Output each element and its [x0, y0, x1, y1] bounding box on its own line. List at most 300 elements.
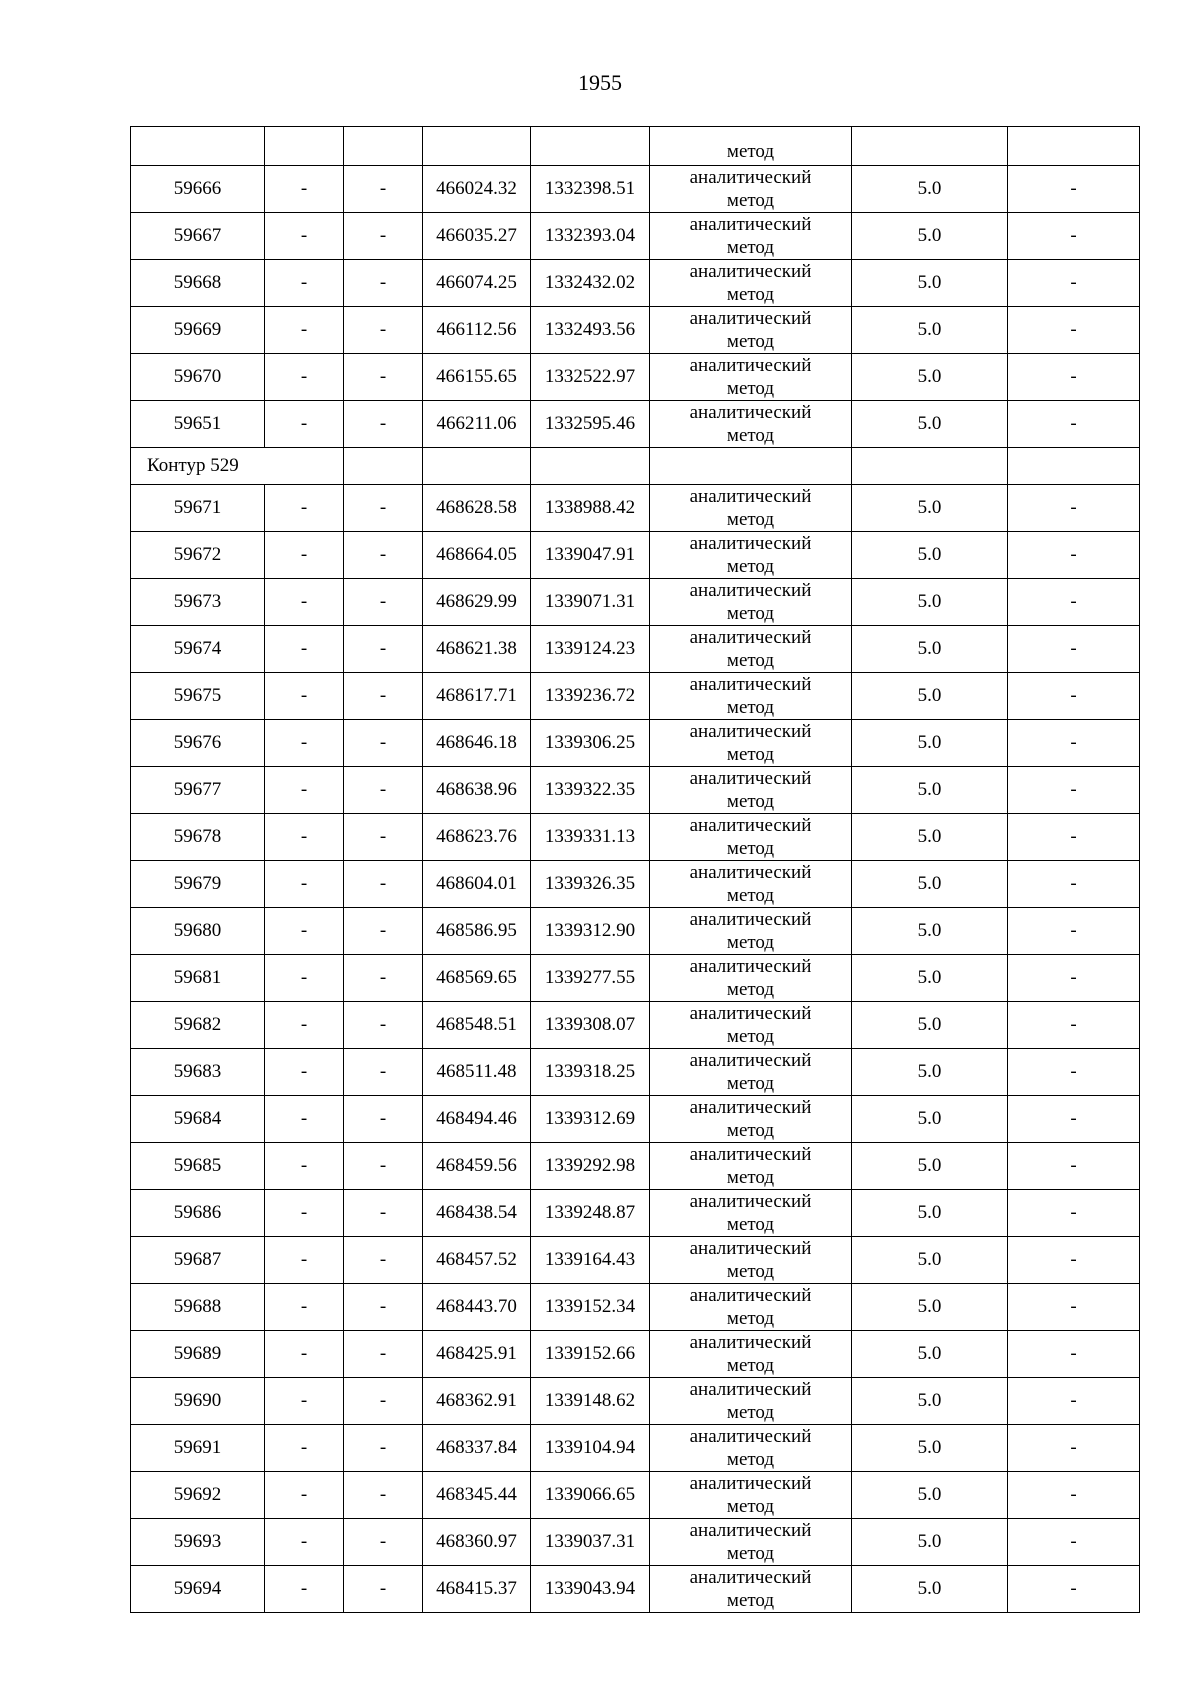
note-cell: -: [1008, 579, 1140, 626]
empty-cell-b: -: [344, 955, 423, 1002]
empty-cell-a: -: [265, 720, 344, 767]
note-cell: -: [1008, 307, 1140, 354]
x-coordinate-cell: 468345.44: [423, 1472, 531, 1519]
x-coordinate-cell: 466074.25: [423, 260, 531, 307]
empty-cell-b: -: [344, 1143, 423, 1190]
y-coordinate-cell: 1339248.87: [531, 1190, 650, 1237]
table-row: [131, 1425, 1140, 1472]
method-cell: [650, 955, 852, 1002]
method-line-1: аналитический: [689, 308, 812, 329]
method-cell: [650, 1331, 852, 1378]
y-coordinate-cell: 1339047.91: [531, 532, 650, 579]
empty-cell-b: -: [344, 814, 423, 861]
method-cell: [650, 1237, 852, 1284]
method-cell: [650, 767, 852, 814]
y-coordinate-cell: 1339318.25: [531, 1049, 650, 1096]
x-coordinate-cell: 468604.01: [423, 861, 531, 908]
y-coordinate-cell: 1339236.72: [531, 673, 650, 720]
point-number-cell: 59687: [131, 1237, 265, 1284]
empty-cell-a: -: [265, 260, 344, 307]
x-coordinate-cell: 468425.91: [423, 1331, 531, 1378]
empty-cell-b: -: [344, 1002, 423, 1049]
method-line-1: аналитический: [689, 486, 812, 507]
method-line-2: метод: [726, 1449, 775, 1470]
x-coordinate-cell: 466112.56: [423, 307, 531, 354]
y-coordinate-cell: 1339306.25: [531, 720, 650, 767]
section-header-row: [131, 448, 1140, 485]
y-coordinate-cell: 1339043.94: [531, 1566, 650, 1613]
table-row: [131, 213, 1140, 260]
empty-cell-b: -: [344, 767, 423, 814]
method-line-1: аналитический: [689, 1238, 812, 1259]
note-cell: -: [1008, 532, 1140, 579]
table-body: [131, 127, 1140, 1613]
y-coordinate-cell: 1332398.51: [531, 166, 650, 213]
y-coordinate-cell: 1339308.07: [531, 1002, 650, 1049]
table-row: [131, 955, 1140, 1002]
accuracy-cell: 5.0: [852, 1284, 1008, 1331]
empty-cell-b: -: [344, 260, 423, 307]
x-coordinate-cell: 468443.70: [423, 1284, 531, 1331]
x-coordinate-cell: 468586.95: [423, 908, 531, 955]
accuracy-cell: 5.0: [852, 307, 1008, 354]
empty-cell-a: -: [265, 626, 344, 673]
table-row: [131, 720, 1140, 767]
point-number-cell: 59667: [131, 213, 265, 260]
method-line-1: аналитический: [689, 862, 812, 883]
x-coordinate-cell: 468511.48: [423, 1049, 531, 1096]
note-cell: -: [1008, 720, 1140, 767]
method-line-1: аналитический: [689, 214, 812, 235]
accuracy-cell: 5.0: [852, 1237, 1008, 1284]
method-line-2: метод: [726, 190, 775, 211]
empty-cell: [344, 448, 423, 485]
empty-cell-a: -: [265, 1566, 344, 1613]
method-cell: [650, 626, 852, 673]
accuracy-cell: 5.0: [852, 673, 1008, 720]
y-coordinate-cell: 1332432.02: [531, 260, 650, 307]
empty-cell-b: -: [344, 1472, 423, 1519]
y-coordinate-cell: 1339164.43: [531, 1237, 650, 1284]
x-coordinate-cell: 468337.84: [423, 1425, 531, 1472]
method-line-1: аналитический: [689, 1003, 812, 1024]
empty-cell-a: -: [265, 673, 344, 720]
x-coordinate-cell: 466035.27: [423, 213, 531, 260]
table-row: [131, 1190, 1140, 1237]
x-coordinate-cell: 468438.54: [423, 1190, 531, 1237]
method-line-1: аналитический: [689, 355, 812, 376]
note-cell: -: [1008, 1331, 1140, 1378]
method-line-2: метод: [726, 509, 775, 530]
method-cell: [650, 1049, 852, 1096]
x-coordinate-cell: 468623.76: [423, 814, 531, 861]
accuracy-cell: 5.0: [852, 354, 1008, 401]
empty-cell-b: -: [344, 1425, 423, 1472]
empty-cell-b: -: [344, 532, 423, 579]
empty-cell-b: -: [344, 720, 423, 767]
y-coordinate-cell: 1339148.62: [531, 1378, 650, 1425]
method-line-2: метод: [726, 1402, 775, 1423]
method-line-1: аналитический: [689, 1050, 812, 1071]
method-line-2: метод: [726, 1355, 775, 1376]
method-line-2: метод: [726, 744, 775, 765]
empty-cell-a: -: [265, 485, 344, 532]
y-coordinate-cell: 1339071.31: [531, 579, 650, 626]
method-line-1: аналитический: [689, 1473, 812, 1494]
table-row: [131, 1096, 1140, 1143]
method-cell: [650, 307, 852, 354]
accuracy-cell: 5.0: [852, 626, 1008, 673]
method-line-2: метод: [726, 1543, 775, 1564]
x-coordinate-cell: 468548.51: [423, 1002, 531, 1049]
empty-cell-a: -: [265, 1331, 344, 1378]
empty-cell-a: -: [265, 1425, 344, 1472]
accuracy-cell: 5.0: [852, 1049, 1008, 1096]
y-coordinate-cell: 1338988.42: [531, 485, 650, 532]
empty-cell-b: -: [344, 1331, 423, 1378]
empty-cell-b: -: [344, 908, 423, 955]
page-number: 1955: [578, 70, 622, 95]
point-number-cell: 59671: [131, 485, 265, 532]
method-cell: [650, 861, 852, 908]
x-coordinate-cell: 468628.58: [423, 485, 531, 532]
method-cell: [650, 166, 852, 213]
note-cell: -: [1008, 213, 1140, 260]
accuracy-cell: 5.0: [852, 767, 1008, 814]
accuracy-cell: 5.0: [852, 1143, 1008, 1190]
method-cell: [650, 1002, 852, 1049]
method-line-1: аналитический: [689, 261, 812, 282]
empty-cell: [423, 448, 531, 485]
method-line-1: аналитический: [689, 533, 812, 554]
empty-cell-a: -: [265, 1143, 344, 1190]
method-line-1: аналитический: [689, 1379, 812, 1400]
method-line-1: аналитический: [689, 721, 812, 742]
empty-cell-a: -: [265, 354, 344, 401]
empty-cell-a: -: [265, 1378, 344, 1425]
method-line-2: метод: [726, 425, 775, 446]
empty-cell-b: -: [344, 1190, 423, 1237]
y-coordinate-cell: 1339312.90: [531, 908, 650, 955]
point-number-cell: 59677: [131, 767, 265, 814]
method-cell: [650, 1519, 852, 1566]
note-cell: -: [1008, 861, 1140, 908]
method-cell: метод: [650, 127, 852, 166]
empty-cell-b: -: [344, 1096, 423, 1143]
empty-cell: [650, 448, 852, 485]
method-line-1: аналитический: [689, 815, 812, 836]
method-cell: [650, 1190, 852, 1237]
y-coordinate-cell: 1339152.66: [531, 1331, 650, 1378]
empty-cell-a: -: [265, 1096, 344, 1143]
empty-cell-b: -: [344, 354, 423, 401]
empty-cell-b: -: [344, 579, 423, 626]
method-line-2: метод: [726, 932, 775, 953]
empty-cell-a: -: [265, 861, 344, 908]
accuracy-cell: 5.0: [852, 213, 1008, 260]
note-cell: -: [1008, 401, 1140, 448]
empty-cell-b: -: [344, 307, 423, 354]
note-cell: -: [1008, 1566, 1140, 1613]
point-number-cell: 59668: [131, 260, 265, 307]
table-row: [131, 1002, 1140, 1049]
method-line-1: аналитический: [689, 627, 812, 648]
table-row: [131, 814, 1140, 861]
accuracy-cell: 5.0: [852, 166, 1008, 213]
note-cell: -: [1008, 1096, 1140, 1143]
table-row: [131, 1378, 1140, 1425]
accuracy-cell: 5.0: [852, 1519, 1008, 1566]
note-cell: -: [1008, 1378, 1140, 1425]
accuracy-cell: 5.0: [852, 1472, 1008, 1519]
method-line-1: аналитический: [689, 167, 812, 188]
point-number-cell: 59669: [131, 307, 265, 354]
point-number-cell: 59680: [131, 908, 265, 955]
point-number-cell: 59683: [131, 1049, 265, 1096]
note-cell: -: [1008, 908, 1140, 955]
x-coordinate-cell: 468494.46: [423, 1096, 531, 1143]
x-coordinate-cell: 468621.38: [423, 626, 531, 673]
empty-cell-a: -: [265, 401, 344, 448]
x-coordinate-cell: 468664.05: [423, 532, 531, 579]
method-cell: [650, 213, 852, 260]
table-row: [131, 401, 1140, 448]
method-line-2: метод: [726, 378, 775, 399]
point-number-cell: 59673: [131, 579, 265, 626]
empty-cell: [852, 448, 1008, 485]
empty-cell-a: -: [265, 767, 344, 814]
method-line-1: аналитический: [689, 1144, 812, 1165]
method-line-1: аналитический: [689, 1332, 812, 1353]
note-cell: -: [1008, 1425, 1140, 1472]
method-line-1: аналитический: [689, 1426, 812, 1447]
note-cell: -: [1008, 1519, 1140, 1566]
empty-cell-a: -: [265, 1237, 344, 1284]
x-coordinate-cell: 468415.37: [423, 1566, 531, 1613]
method-line-1: аналитический: [689, 1191, 812, 1212]
accuracy-cell: 5.0: [852, 485, 1008, 532]
empty-cell-b: -: [344, 166, 423, 213]
method-cell: [650, 354, 852, 401]
note-cell: -: [1008, 1049, 1140, 1096]
point-number-cell: 59685: [131, 1143, 265, 1190]
x-coordinate-cell: 468617.71: [423, 673, 531, 720]
table-row: [131, 1331, 1140, 1378]
empty-cell-b: -: [344, 213, 423, 260]
note-cell: -: [1008, 1190, 1140, 1237]
note-cell: -: [1008, 1143, 1140, 1190]
empty-cell-b: -: [344, 861, 423, 908]
accuracy-cell: 5.0: [852, 861, 1008, 908]
accuracy-cell: 5.0: [852, 579, 1008, 626]
empty-cell-b: -: [344, 1049, 423, 1096]
table-row: [131, 626, 1140, 673]
accuracy-cell: 5.0: [852, 1096, 1008, 1143]
point-number-cell: 59684: [131, 1096, 265, 1143]
table-row: [131, 673, 1140, 720]
coordinates-table: [130, 126, 1140, 1613]
y-coordinate-cell: 1339326.35: [531, 861, 650, 908]
method-line-2: метод: [726, 650, 775, 671]
method-line-1: аналитический: [689, 768, 812, 789]
method-cell: [650, 579, 852, 626]
empty-cell-a: -: [265, 1049, 344, 1096]
method-cell: [650, 814, 852, 861]
empty-cell-a: -: [265, 1472, 344, 1519]
note-cell: -: [1008, 955, 1140, 1002]
y-coordinate-cell: 1339331.13: [531, 814, 650, 861]
y-coordinate-cell: 1339066.65: [531, 1472, 650, 1519]
accuracy-cell: 5.0: [852, 1190, 1008, 1237]
accuracy-cell: 5.0: [852, 1566, 1008, 1613]
method-cell: [650, 1096, 852, 1143]
empty-cell-a: -: [265, 1002, 344, 1049]
x-coordinate-cell: 466155.65: [423, 354, 531, 401]
method-cell: [650, 908, 852, 955]
method-line-2: метод: [726, 1073, 775, 1094]
x-coordinate-cell: 468629.99: [423, 579, 531, 626]
note-cell: -: [1008, 166, 1140, 213]
empty-cell-a: -: [265, 166, 344, 213]
method-line-2: метод: [726, 838, 775, 859]
y-coordinate-cell: 1339124.23: [531, 626, 650, 673]
point-number-cell: 59679: [131, 861, 265, 908]
method-line-2: метод: [726, 791, 775, 812]
accuracy-cell: 5.0: [852, 260, 1008, 307]
y-coordinate-cell: 1339277.55: [531, 955, 650, 1002]
method-line-2: метод: [726, 284, 775, 305]
empty-cell-a: -: [265, 1519, 344, 1566]
x-coordinate-cell: 468457.52: [423, 1237, 531, 1284]
point-number-cell: 59682: [131, 1002, 265, 1049]
method-line-1: аналитический: [689, 580, 812, 601]
x-coordinate-cell: 468459.56: [423, 1143, 531, 1190]
method-line-1: аналитический: [689, 1097, 812, 1118]
empty-cell-b: -: [344, 673, 423, 720]
empty-cell-a: -: [265, 955, 344, 1002]
y-coordinate-cell: 1332393.04: [531, 213, 650, 260]
point-number-cell: 59670: [131, 354, 265, 401]
method-line-2: метод: [726, 885, 775, 906]
note-cell: -: [1008, 673, 1140, 720]
table-row: [131, 260, 1140, 307]
empty-cell-b: -: [344, 485, 423, 532]
point-number-cell: 59690: [131, 1378, 265, 1425]
point-number-cell: 59666: [131, 166, 265, 213]
accuracy-cell: 5.0: [852, 814, 1008, 861]
accuracy-cell: 5.0: [852, 1378, 1008, 1425]
point-number-cell: 59693: [131, 1519, 265, 1566]
x-coordinate-cell: 468646.18: [423, 720, 531, 767]
x-coordinate-cell: 466211.06: [423, 401, 531, 448]
point-number-cell: 59681: [131, 955, 265, 1002]
method-cell: [650, 673, 852, 720]
empty-cell-a: -: [265, 213, 344, 260]
method-line-2: метод: [726, 1120, 775, 1141]
table-row: [131, 1284, 1140, 1331]
table-row: [131, 166, 1140, 213]
point-number-cell: 59686: [131, 1190, 265, 1237]
table-row: [131, 1472, 1140, 1519]
empty-cell-b: -: [344, 401, 423, 448]
point-number-cell: 59672: [131, 532, 265, 579]
empty-cell-a: -: [265, 908, 344, 955]
y-coordinate-cell: 1339104.94: [531, 1425, 650, 1472]
method-cell: [650, 1284, 852, 1331]
empty-cell-b: -: [344, 1237, 423, 1284]
method-cell: [650, 1378, 852, 1425]
y-coordinate-cell: 1339292.98: [531, 1143, 650, 1190]
method-cell: [650, 1566, 852, 1613]
table-row: [131, 354, 1140, 401]
note-cell: -: [1008, 260, 1140, 307]
method-cell: [650, 1472, 852, 1519]
accuracy-cell: 5.0: [852, 532, 1008, 579]
method-cell: [650, 485, 852, 532]
y-coordinate-cell: 1332522.97: [531, 354, 650, 401]
accuracy-cell: 5.0: [852, 908, 1008, 955]
table-row: [131, 1519, 1140, 1566]
point-number-cell: 59692: [131, 1472, 265, 1519]
accuracy-cell: 5.0: [852, 1331, 1008, 1378]
method-line-2: метод: [726, 556, 775, 577]
point-number-cell: 59688: [131, 1284, 265, 1331]
empty-cell-b: -: [344, 1566, 423, 1613]
y-coordinate-cell: 1332595.46: [531, 401, 650, 448]
method-line-1: аналитический: [689, 402, 812, 423]
method-line-1: аналитический: [689, 909, 812, 930]
table-row: [131, 767, 1140, 814]
method-line-2: метод: [726, 1214, 775, 1235]
method-line-2: метод: [726, 1026, 775, 1047]
note-cell: -: [1008, 1002, 1140, 1049]
method-line-1: аналитический: [689, 1285, 812, 1306]
method-cell: [650, 1143, 852, 1190]
table-row: [131, 485, 1140, 532]
accuracy-cell: 5.0: [852, 1002, 1008, 1049]
note-cell: -: [1008, 626, 1140, 673]
method-line-2: метод: [726, 697, 775, 718]
point-number-cell: 59691: [131, 1425, 265, 1472]
method-line-2: метод: [726, 1167, 775, 1188]
note-cell: -: [1008, 1237, 1140, 1284]
y-coordinate-cell: 1332493.56: [531, 307, 650, 354]
method-cell: [650, 1425, 852, 1472]
table-row: [131, 1237, 1140, 1284]
empty-cell-a: -: [265, 579, 344, 626]
empty-cell-a: -: [265, 532, 344, 579]
note-cell: -: [1008, 1472, 1140, 1519]
point-number-cell: 59676: [131, 720, 265, 767]
table-row: [131, 908, 1140, 955]
point-number-cell: 59651: [131, 401, 265, 448]
method-line-2: метод: [726, 1308, 775, 1329]
method-line-2: метод: [726, 1496, 775, 1517]
method-cell: [650, 720, 852, 767]
point-number-cell: 59675: [131, 673, 265, 720]
empty-cell-a: -: [265, 814, 344, 861]
note-cell: -: [1008, 814, 1140, 861]
empty-cell-a: -: [265, 1284, 344, 1331]
table-row: [131, 307, 1140, 354]
method-line-2: метод: [726, 1261, 775, 1282]
point-number-cell: 59674: [131, 626, 265, 673]
note-cell: -: [1008, 767, 1140, 814]
method-line-2: метод: [726, 331, 775, 352]
method-line-1: аналитический: [689, 1520, 812, 1541]
x-coordinate-cell: 468638.96: [423, 767, 531, 814]
table-row: [131, 1049, 1140, 1096]
